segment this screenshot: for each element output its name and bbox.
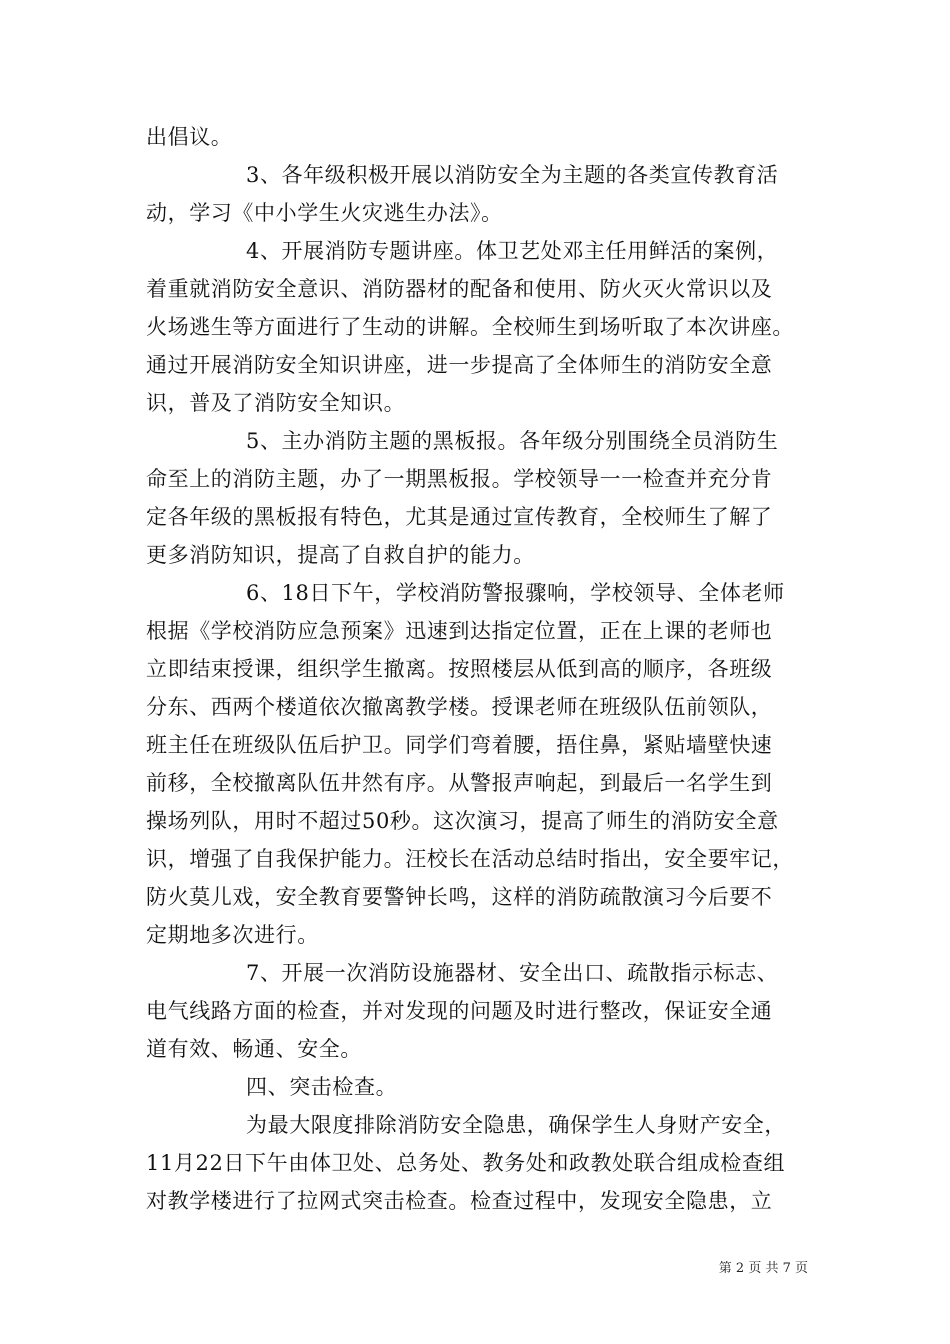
text-line: 火场逃生等方面进行了生动的讲解。全校师生到场听取了本次讲座。 <box>146 315 794 339</box>
text-line: 根据《学校消防应急预案》迅速到达指定位置，正在上课的老师也 <box>146 619 773 643</box>
text-line: 出倡议。 <box>146 125 233 149</box>
text-line: 操场列队，用时不超过50秒。这次演习，提高了师生的消防安全意 <box>146 809 779 833</box>
text-line: 着重就消防安全意识、消防器材的配备和使用、防火灭火常识以及 <box>146 277 773 301</box>
text-line: 识，普及了消防安全知识。 <box>146 391 406 415</box>
page-number: 第 2 页 共 7 页 <box>718 1261 808 1276</box>
text-line: 定各年级的黑板报有特色，尤其是通过宣传教育，全校师生了解了 <box>146 505 773 529</box>
section-heading: 四、突击检查。 <box>246 1075 398 1099</box>
text-line: 班主任在班级队伍后护卫。同学们弯着腰，捂住鼻，紧贴墙壁快速 <box>146 733 773 757</box>
text-line: 3、各年级积极开展以消防安全为主题的各类宣传教育活 <box>246 163 779 187</box>
text-line: 6、18日下午，学校消防警报骤响，学校领导、全体老师 <box>246 581 785 605</box>
text-line: 前移，全校撤离队伍井然有序。从警报声响起，到最后一名学生到 <box>146 771 773 795</box>
text-line: 为最大限度排除消防安全隐患，确保学生人身财产安全， <box>246 1113 786 1137</box>
text-line: 命至上的消防主题，办了一期黑板报。学校领导一一检查并充分肯 <box>146 467 773 491</box>
text-line: 识，增强了自我保护能力。汪校长在活动总结时指出，安全要牢记， <box>146 847 794 871</box>
text-line: 11月22日下午由体卫处、总务处、教务处和政教处联合组成检查组 <box>146 1151 786 1175</box>
text-line: 立即结束授课，组织学生撤离。按照楼层从低到高的顺序，各班级 <box>146 657 773 681</box>
text-line: 4、开展消防专题讲座。体卫艺处邓主任用鲜活的案例， <box>246 239 779 263</box>
text-line: 通过开展消防安全知识讲座，进一步提高了全体师生的消防安全意 <box>146 353 773 377</box>
text-line: 更多消防知识，提高了自救自护的能力。 <box>146 543 535 567</box>
text-line: 道有效、畅通、安全。 <box>146 1037 362 1061</box>
text-line: 定期地多次进行。 <box>146 923 319 947</box>
text-line: 防火莫儿戏，安全教育要警钟长鸣，这样的消防疏散演习今后要不 <box>146 885 773 909</box>
text-line: 电气线路方面的检查，并对发现的问题及时进行整改，保证安全通 <box>146 999 773 1023</box>
text-line: 对教学楼进行了拉网式突击检查。检查过程中，发现安全隐患，立 <box>146 1189 773 1213</box>
text-line: 5、主办消防主题的黑板报。各年级分别围绕全员消防生 <box>246 429 779 453</box>
text-line: 分东、西两个楼道依次撤离教学楼。授课老师在班级队伍前领队， <box>146 695 773 719</box>
text-line: 动，学习《中小学生火灾逃生办法》。 <box>146 201 503 225</box>
text-line: 7、开展一次消防设施器材、安全出口、疏散指示标志、 <box>246 961 779 985</box>
